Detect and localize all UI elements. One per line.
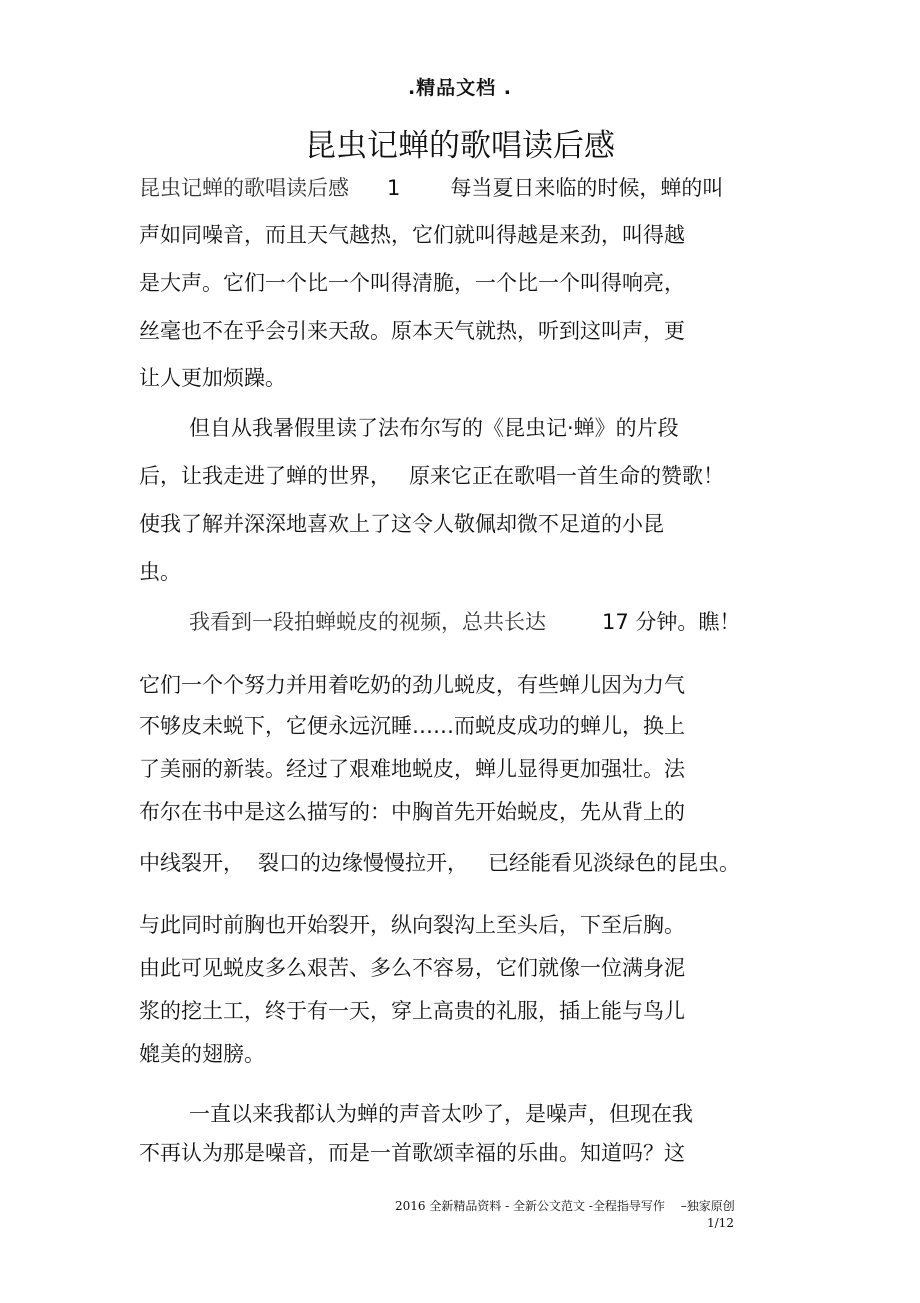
paragraph-line: 一直以来我都认为蝉的声音太吵了，是噪声，但现在我 [189,1102,693,1126]
paragraph-line [189,612,740,633]
paragraph-line: 不再认为那是噪音，而是一首歌颂幸福的乐曲。知道吗？这 [139,1141,685,1165]
paragraph-line: 是大声。它们一个比一个叫得清脆，一个比一个叫得响亮， [139,271,685,295]
paragraph-line: 但自从我暑假里读了法布尔写的《昆虫记·蝉》的片段 [189,416,679,440]
line-text: 裂口的边缘慢慢拉开， [258,851,468,875]
line-text: 原来它正在歌唱一首生命的赞歌！ [409,464,724,488]
page-footer: 2016 全新精品资料 - 全新公文范文 -全程指导写作 –独家原创 [395,1199,735,1213]
paragraph-line: 它们一个个努力并用着吃奶的劲儿蜕皮，有些蝉儿因为力气 [139,673,685,697]
inline-number: 1 [387,176,401,200]
paragraph-line [139,466,724,487]
line-text: 每当夏日来临的时候，蝉的叫 [450,176,724,200]
paragraph-line: 使我了解并深深地喜欢上了这令人敬佩却微不足道的小昆 [139,512,664,536]
paragraph-line: 布尔在书中是这么描写的：中胸首先开始蜕皮，先从背上的 [139,800,685,824]
document-title: 昆虫记蝉的歌唱读后感 [305,128,615,164]
paragraph-line: 了美丽的新装。经过了艰难地蜕皮，蝉儿显得更加强壮。法 [139,757,685,781]
paragraph-line: 不够皮未蜕下，它便永远沉睡……而蜕皮成功的蝉儿，换上 [139,714,685,738]
paragraph-line: 与此同时前胸也开始裂开，纵向裂沟上至头后，下至后胸。 [139,913,685,937]
inline-title: 昆虫记蝉的歌唱读后感 [139,176,349,200]
paragraph-line: 让人更加烦躁。 [139,366,286,390]
line-text: 17 分钟。瞧！ [602,610,741,634]
paragraph-line [139,178,723,199]
paragraph-line: 浆的挖土工，终于有一天，穿上高贵的礼服，插上能与鸟儿 [139,999,685,1023]
page-number: 1/12 [707,1216,734,1230]
line-text: 我看到一段拍蝉蜕皮的视频，总共长达 [189,610,546,634]
paragraph-line: 声如同噪音，而且天气越热，它们就叫得越是来劲，叫得越 [139,223,685,247]
document-header: .精品文档 . [407,77,513,99]
line-text: 后，让我走进了蝉的世界， [139,464,391,488]
paragraph-line: 丝毫也不在乎会引来天敌。原本天气就热，听到这叫声，更 [139,319,685,343]
line-text: 已经能看见淡绿色的昆虫。 [488,851,740,875]
paragraph-line: 虫。 [139,560,181,584]
line-text: 中线裂开， [139,851,244,875]
paragraph-line [139,853,740,874]
paragraph-line: 由此可见蜕皮多么艰苦、多么不容易，它们就像一位满身泥 [139,956,685,980]
paragraph-line: 媲美的翅膀。 [139,1042,265,1066]
